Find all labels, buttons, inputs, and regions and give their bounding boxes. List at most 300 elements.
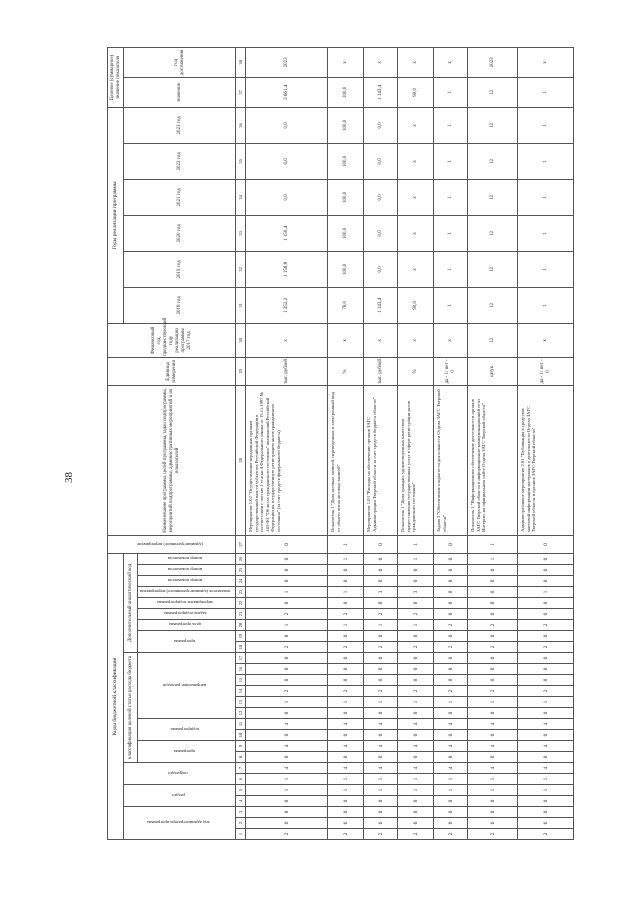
year-value-cell [518, 287, 574, 323]
code-cell-text: 0 [542, 601, 549, 605]
code-cell [434, 631, 468, 642]
code-cell-text: 0 [489, 656, 496, 660]
activity-col-header [138, 598, 236, 609]
column-number [236, 215, 246, 251]
code-cell-text: 1 [377, 788, 384, 792]
year-value-cell [328, 107, 364, 143]
code-cell-text: 0 [283, 810, 290, 814]
target-title-text: Целевое (суммарное) значение показателя [109, 54, 121, 101]
target-year-header-text: год достижения [173, 49, 185, 76]
code-cell-text: 2 [342, 645, 349, 649]
code-cell-text: 0 [342, 733, 349, 737]
column-number [236, 385, 246, 535]
code-cell [398, 565, 434, 576]
code-cell-text: 0 [412, 634, 419, 638]
code-cell-text: 0 [542, 612, 549, 616]
year-value-cell [364, 179, 398, 215]
code-cell [468, 752, 518, 763]
code-cell [468, 796, 518, 807]
year-value-cell [328, 251, 364, 287]
year-header [124, 107, 236, 143]
column-number-text: 34 [238, 195, 243, 200]
code-cell-text: 0 [283, 678, 290, 682]
code-cell [246, 697, 328, 708]
code-cell-text: 0 [342, 601, 349, 605]
code-cell [434, 719, 468, 730]
code-cell [468, 719, 518, 730]
code-cell [434, 598, 468, 609]
code-cell [434, 763, 468, 774]
code-cell [328, 818, 364, 829]
column-number-text: 23 [238, 589, 243, 595]
year-header-text: 2020 год [176, 224, 182, 243]
target-value-header-text: значение [176, 82, 182, 102]
column-number-text: 27 [238, 542, 243, 547]
target-value-cell-text: 3 661,4 [283, 84, 289, 100]
year-value-cell [328, 179, 364, 215]
code-cell-text: 1 [342, 590, 349, 594]
code-cell [246, 675, 328, 686]
table-row [328, 47, 364, 839]
year-header-text: 2018 год [176, 296, 182, 315]
code-cell-text: 4 [542, 766, 549, 770]
column-number [236, 642, 246, 653]
code-cell [364, 807, 398, 818]
column-number [236, 251, 246, 287]
year-value-cell-text: 100,0 [342, 119, 348, 132]
year-value-cell [328, 143, 364, 179]
code-cell [518, 785, 574, 796]
table-row [468, 47, 518, 839]
code-cell [434, 609, 468, 620]
code-cell [364, 631, 398, 642]
year-value-cell [518, 251, 574, 287]
code-cell-text: 0 [412, 799, 419, 803]
column-number [236, 730, 246, 741]
code-cell [398, 708, 434, 719]
code-cell-text: 2 [447, 645, 454, 649]
code-cell [246, 708, 328, 719]
code-cell [246, 565, 328, 576]
column-number-text: 31 [238, 303, 243, 308]
code-cell-text: 0 [412, 667, 419, 671]
code-cell [328, 642, 364, 653]
row-name-cell-text: Мероприятие 1.02 "Осуществление переданных органам государственной власти субъектов Российской Федерации в соответствии с частью 1 статьи 4 Федерального закона от 15.11.1997 № 143-ФЗ "Об актах гражданского состояния" полномочий Российской Федерации на государственную регистрацию актов гражданского состояния" (за счет средств федерального бюджета) [248, 391, 281, 532]
code-cell-text: 1 [283, 788, 290, 792]
activity-code-cell [434, 535, 468, 553]
financial-year-cell [246, 323, 328, 357]
column-number [236, 47, 246, 77]
column-number [236, 565, 246, 576]
column-number-text: 2 [238, 821, 243, 825]
target-value-cell [468, 77, 518, 107]
code-cell [328, 620, 364, 631]
code-cell-text: 2 [542, 623, 549, 627]
code-cell-text: 0 [342, 568, 349, 572]
code-cell-text: 0 [283, 799, 290, 803]
year-value-cell [398, 107, 434, 143]
financial-year-cell [398, 323, 434, 357]
year-value-cell [434, 251, 468, 287]
code-cell-text: 2 [447, 689, 454, 693]
code-cell [364, 553, 398, 564]
code-cell-text: 0 [342, 579, 349, 583]
year-header [124, 287, 236, 323]
year-value-cell-text: 12 [489, 122, 495, 128]
code-cell [434, 785, 468, 796]
code-cell [328, 796, 364, 807]
year-value-cell-text: 1 [542, 196, 548, 199]
target-year-cell-text: х [412, 61, 418, 64]
code-cell-text: 4 [412, 744, 419, 748]
year-value-cell-text: 1 [542, 268, 548, 271]
code-cell [434, 752, 468, 763]
code-cell [398, 686, 434, 697]
code-cell-text: 2 [489, 689, 496, 693]
target-value-cell-text: 1 [447, 91, 453, 94]
code-cell-text: 0 [447, 568, 454, 572]
code-cell-text: 0 [377, 557, 384, 561]
code-cell-text: 4 [489, 744, 496, 748]
code-cell-text: 4 [283, 744, 290, 748]
code-cell [246, 631, 328, 642]
code-cell-text: 0 [489, 568, 496, 572]
year-value-cell-text: х [412, 160, 418, 163]
code-cell [246, 576, 328, 587]
year-value-cell-text: 1 [447, 124, 453, 127]
code-cell-text: 0 [283, 711, 290, 715]
code-cell-text: 0 [542, 557, 549, 561]
code-cell [328, 697, 364, 708]
code-cell-text: 0 [283, 568, 290, 572]
code-cell [468, 587, 518, 598]
year-value-cell [398, 179, 434, 215]
code-cell [434, 829, 468, 840]
unit-cell [328, 357, 364, 385]
code-cell [518, 697, 574, 708]
code-cell-text: 1 [489, 700, 496, 704]
code-cell-text: 0 [489, 579, 496, 583]
code-cell-text: 4 [412, 722, 419, 726]
code-cell [518, 576, 574, 587]
code-cell [434, 664, 468, 675]
code-cell-text: 3 [377, 590, 384, 594]
code-cell [468, 653, 518, 664]
year-value-cell [468, 287, 518, 323]
code-cell-text: 1 [489, 557, 496, 561]
year-value-cell-text: 100,0 [342, 227, 348, 240]
code-cell-text: 4 [342, 722, 349, 726]
column-number [236, 620, 246, 631]
code-cell [398, 829, 434, 840]
code-cell [328, 741, 364, 752]
code-cell-text: 2 [283, 689, 290, 693]
code-cell-text: 0 [542, 733, 549, 737]
code-cell-text: 4 [377, 766, 384, 770]
year-value-cell [468, 215, 518, 251]
code-cell-text: 0 [489, 634, 496, 638]
row-name-cell-text: Показатель 1 "Информационное обеспечение деятельности органов ЗАГС Тверской области в информационно-коммуникационной сети Интернет на официальном сайте Отдела ЗАГС Тверской области" [470, 399, 487, 532]
code-cell [328, 565, 364, 576]
year-value-cell [468, 107, 518, 143]
activity-code-cell [246, 535, 328, 553]
code-cell [328, 752, 364, 763]
code-cell-text: 0 [542, 678, 549, 682]
year-value-cell-text: 1 150,4 [283, 225, 289, 241]
code-cell [328, 553, 364, 564]
code-cell [468, 565, 518, 576]
code-cell [364, 719, 398, 730]
code-cell [398, 796, 434, 807]
code-cell-text: 1 [542, 788, 549, 792]
code-cell [434, 774, 468, 785]
code-cell [518, 631, 574, 642]
year-value-cell [364, 215, 398, 251]
year-value-cell-text: 100,0 [342, 191, 348, 204]
code-cell [364, 763, 398, 774]
code-cell-text: 2 [542, 645, 549, 649]
column-number-text: 12 [238, 710, 243, 716]
activity-code-cell-text: 1 [342, 543, 349, 546]
code-cell [518, 741, 574, 752]
code-cell [434, 565, 468, 576]
code-cell [328, 653, 364, 664]
code-cell-text: 1 [342, 623, 349, 627]
code-cell-text: 0 [283, 656, 290, 660]
code-cell [246, 598, 328, 609]
code-cell-text: 0 [447, 678, 454, 682]
code-cell-text: 1 [283, 590, 290, 594]
code-cell [398, 675, 434, 686]
code-cell-text: 0 [447, 590, 454, 594]
code-cell [246, 763, 328, 774]
code-cell-text: 1 [412, 788, 419, 792]
unit-cell-text: % [412, 369, 418, 374]
code-cell [434, 818, 468, 829]
year-header [124, 251, 236, 287]
code-cell-text: 2 [377, 689, 384, 693]
code-cell [434, 576, 468, 587]
program-code-header [124, 807, 236, 840]
target-year-cell [434, 47, 468, 77]
column-number [236, 675, 246, 686]
column-number [236, 774, 246, 785]
code-cell-text: 0 [542, 799, 549, 803]
target-value-cell-text: 1 143,4 [377, 84, 383, 100]
code-cell-text: 0 [412, 579, 419, 583]
target-value-cell [328, 77, 364, 107]
code-cell [398, 763, 434, 774]
year-value-cell-text: х [412, 268, 418, 271]
activity-code-cell-text: 0 [542, 543, 549, 546]
code-cell [328, 785, 364, 796]
year-value-cell-text: 1 [447, 196, 453, 199]
column-number [236, 807, 246, 818]
year-value-cell-text: 1 158,8 [283, 261, 289, 277]
code-cell-text: 1 [342, 788, 349, 792]
target-year-cell-text: 2023 [283, 57, 289, 68]
table-row [398, 47, 434, 839]
code-cell-text: 0 [489, 590, 496, 594]
code-cell-text: 0 [377, 678, 384, 682]
code-cell-text: 2 [342, 612, 349, 616]
year-value-cell [328, 215, 364, 251]
code-cell [364, 642, 398, 653]
code-cell [246, 609, 328, 620]
column-number-text: 17 [238, 655, 243, 661]
column-number-text: 20 [238, 622, 243, 628]
column-number-text: 16 [238, 666, 243, 672]
code-cell-text: 0 [412, 568, 419, 572]
code-cell-text: 2 [447, 832, 454, 836]
year-value-cell-text: 1 [542, 232, 548, 235]
code-cell-text: 0 [377, 634, 384, 638]
column-number-text: 8 [238, 755, 243, 759]
code-cell [468, 675, 518, 686]
code-cell [398, 664, 434, 675]
code-cell [518, 719, 574, 730]
year-value-cell-text: 12 [489, 302, 495, 308]
activity-col-header-text: мероприятие подпрограммы [157, 600, 213, 606]
code-cell [364, 818, 398, 829]
code-cell [518, 553, 574, 564]
code-cell-text: 4 [412, 766, 419, 770]
year-value-cell-text: 0,0 [283, 194, 289, 201]
activity-col-header-text: задача подпрограммы [163, 611, 207, 617]
activity-col-header [138, 553, 236, 564]
code-cell-text: 6 [283, 821, 290, 825]
code-cell [468, 818, 518, 829]
program-code-header-text: код администратора программы [146, 820, 210, 826]
code-cell-text: 0 [283, 601, 290, 605]
code-cell [518, 620, 574, 631]
name-column-header [108, 385, 236, 535]
year-value-cell-text: 1 [542, 160, 548, 163]
code-cell [518, 763, 574, 774]
year-value-cell-text: 100,0 [342, 155, 348, 168]
code-cell-text: 0 [342, 711, 349, 715]
code-cell [468, 774, 518, 785]
unit-cell-text: тыс. рублей [377, 358, 383, 384]
code-cell-text: 1 [342, 777, 349, 781]
column-number-text: 6 [238, 777, 243, 781]
code-cell [518, 642, 574, 653]
code-cell-text: 0 [412, 711, 419, 715]
year-value-cell [518, 143, 574, 179]
code-cell [364, 697, 398, 708]
direction-header [138, 653, 236, 719]
column-number [236, 829, 246, 840]
code-cell [468, 631, 518, 642]
column-number [236, 357, 246, 385]
year-header-text: 2023 год [176, 116, 182, 135]
code-cell-text: 0 [377, 601, 384, 605]
column-number [236, 631, 246, 642]
year-value-cell [434, 287, 468, 323]
code-cell-text: 1 [489, 777, 496, 781]
table-row [518, 47, 574, 839]
year-header [124, 143, 236, 179]
code-cell-text: 4 [283, 722, 290, 726]
unit-cell-text: штук [489, 365, 495, 377]
activity-code-cell [468, 535, 518, 553]
code-cell [468, 620, 518, 631]
year-value-cell-text: 1 [542, 124, 548, 127]
target-year-cell-text: х [542, 61, 548, 64]
row-name-cell-text: Мероприятие 1.03 "Расходы на обеспечение органов ЗАГС Администрации Тверской области за счет средств бюджета области" [366, 397, 377, 532]
code-cell [468, 697, 518, 708]
code-cell [434, 686, 468, 697]
code-cell-text: 0 [542, 667, 549, 671]
year-value-cell-text: 12 [489, 158, 495, 164]
activity-title [124, 553, 138, 652]
column-number [236, 576, 246, 587]
year-value-cell [246, 143, 328, 179]
column-number-text: 33 [238, 231, 243, 236]
activity-col-header [138, 576, 236, 587]
code-cell-text: 0 [542, 634, 549, 638]
target-year-cell-text: х [377, 61, 383, 64]
code-cell [364, 730, 398, 741]
code-cell [468, 807, 518, 818]
row-name-cell [468, 385, 518, 535]
code-cell-text: 0 [342, 810, 349, 814]
unit-cell [398, 357, 434, 385]
year-value-cell-text: 1 [447, 232, 453, 235]
row-name-cell-text: Показатель 1 "Доля граждан, удовлетворенных качеством предоставления государственных услуг в сфере регистрации актов гражданского состояния" [400, 401, 417, 532]
code-cell [398, 785, 434, 796]
code-cell [328, 730, 364, 741]
activity-col-header [138, 620, 236, 631]
code-cell [364, 741, 398, 752]
code-cell [398, 807, 434, 818]
year-value-cell [518, 179, 574, 215]
activity-col-header [138, 587, 236, 598]
activity-col-header [138, 565, 236, 576]
financial-year-cell [328, 323, 364, 357]
code-cell-text: 1 [489, 788, 496, 792]
code-cell-text: 4 [447, 744, 454, 748]
year-value-cell-text: 1 352,2 [283, 297, 289, 313]
year-value-cell [468, 143, 518, 179]
code-cell [518, 675, 574, 686]
code-cell-text: 1 [542, 777, 549, 781]
code-cell [398, 741, 434, 752]
code-cell [328, 675, 364, 686]
code-cell [434, 730, 468, 741]
column-number [236, 653, 246, 664]
target-value-cell [398, 77, 434, 107]
code-cell-text: 2 [489, 645, 496, 649]
code-cell [398, 598, 434, 609]
years-title [108, 107, 124, 323]
code-cell [364, 774, 398, 785]
subsection-header [124, 763, 236, 785]
column-number [236, 587, 246, 598]
page-number: 38 [63, 472, 75, 483]
activity-code-cell [364, 535, 398, 553]
code-cell-text: 0 [489, 799, 496, 803]
code-cell-text: 0 [447, 733, 454, 737]
financial-year-cell [468, 323, 518, 357]
code-cell [328, 587, 364, 598]
code-cell-text: 2 [377, 645, 384, 649]
activity-col-header-text: показатель (административного) мероприятия [139, 589, 231, 595]
unit-column-header [108, 357, 236, 385]
code-cell [518, 598, 574, 609]
code-cell [328, 774, 364, 785]
activity-code-cell-text: 0 [283, 543, 290, 546]
